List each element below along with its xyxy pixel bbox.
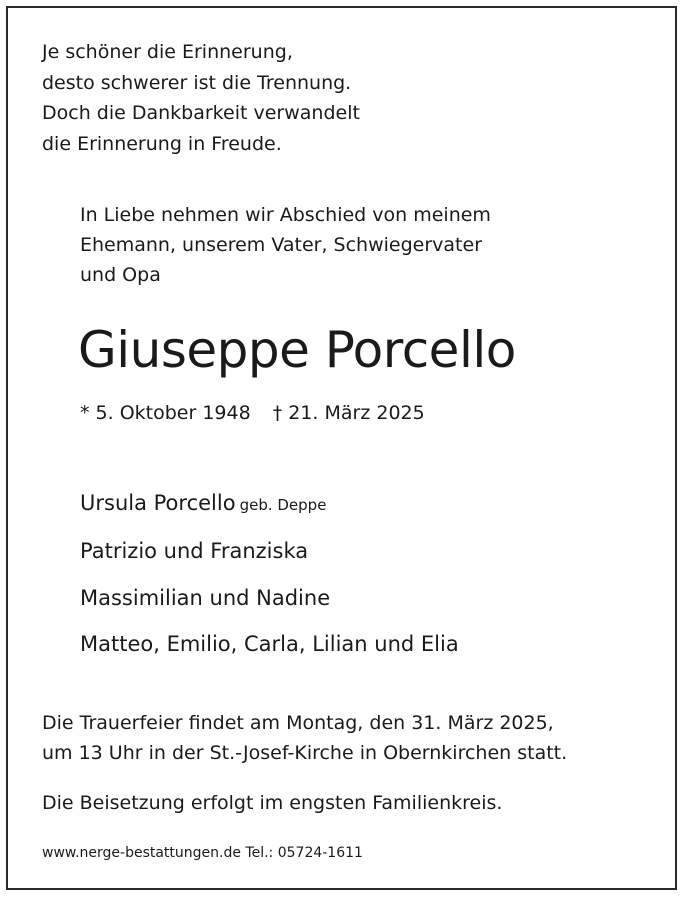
intro-line: In Liebe nehmen wir Abschied von meinem [80, 204, 491, 226]
mourner-line: Massimilian und Nadine [80, 586, 331, 610]
mourner-line: Matteo, Emilio, Carla, Lilian und Elia [80, 632, 459, 656]
ceremony-info [42, 708, 567, 768]
deceased-name: Giuseppe Porcello [78, 321, 516, 379]
ceremony-line: um 13 Uhr in der St.-Josef-Kirche in Obernkirchen statt. [42, 742, 568, 764]
poem-line: desto schwerer ist die Trennung. [42, 71, 352, 94]
intro-line: und Opa [80, 264, 161, 286]
maiden-name: geb. Deppe [239, 496, 327, 514]
intro-line: Ehemann, unserem Vater, Schwiegervater [80, 234, 483, 256]
ceremony-line: Die Trauerfeier findet am Montag, den 31. März 2025, [42, 712, 554, 734]
mourner-wife [80, 488, 326, 520]
mourner-line: Patrizio und Franziska [80, 539, 309, 563]
poem-line: Je schöner die Erinnerung, [42, 41, 293, 63]
poem [42, 37, 360, 159]
life-dates [80, 398, 425, 428]
mourner-name: Ursula Porcello [80, 491, 236, 515]
funeral-home-contact: www.nerge-bestattungen.de Tel.: 05724-1611 [42, 845, 363, 861]
poem-line: Doch die Dankbarkeit verwandelt [42, 102, 360, 124]
birth-date: * 5. Oktober 1948 [80, 402, 251, 424]
burial-info: Die Beisetzung erfolgt im engsten Familienkreis. [42, 792, 503, 814]
poem-line: die Erinnerung in Freude. [42, 132, 282, 155]
intro-text [80, 200, 491, 290]
death-date: † 21. März 2025 [272, 402, 425, 424]
